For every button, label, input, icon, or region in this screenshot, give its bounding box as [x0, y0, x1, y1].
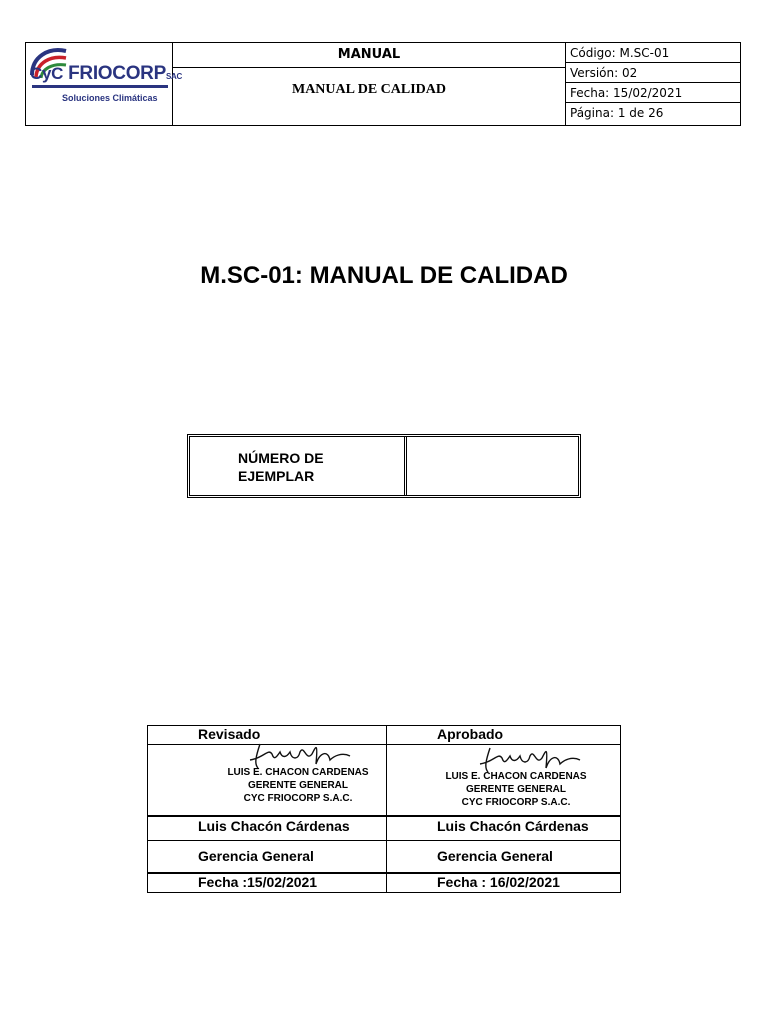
- copy-number-value: [410, 437, 578, 495]
- stamp-line1: LUIS E. CHACON CARDENAS: [445, 771, 587, 782]
- logo-tagline: Soluciones Climáticas: [62, 93, 158, 103]
- page-title: M.SC-01: MANUAL DE CALIDAD: [200, 262, 568, 289]
- stamp-line2: GERENTE GENERAL: [247, 780, 348, 791]
- page-number: Página: 1 de 26: [570, 106, 664, 120]
- copy-label-line2: EJEMPLAR: [238, 468, 315, 484]
- reviewed-area: Gerencia General: [198, 848, 314, 864]
- document-date: Fecha: 15/02/2021: [566, 83, 740, 103]
- logo-sac: SAC: [165, 72, 182, 81]
- document-version: Versión: 02: [566, 63, 740, 83]
- copy-number-box: [187, 434, 581, 498]
- approved-header: Aprobado: [437, 726, 504, 742]
- copy-number-label: [190, 437, 407, 495]
- header-meta-cell: [566, 43, 740, 125]
- approved-signature-block: [406, 738, 606, 816]
- document-code: Código: M.SC-01: [566, 43, 740, 63]
- approval-table: [147, 725, 621, 893]
- row-divider: [148, 840, 620, 841]
- stamp-line1: LUIS E. CHACON CARDENAS: [227, 767, 369, 778]
- approved-name: Luis Chacón Cárdenas: [437, 818, 589, 834]
- stamp-line3: CYC FRIOCORP S.A.C.: [243, 793, 353, 804]
- header-center-cell: [173, 43, 566, 125]
- document-header: [25, 42, 741, 126]
- logo-friocorp: FRIOCORP: [63, 63, 166, 84]
- stamp-line3: CYC FRIOCORP S.A.C.: [461, 797, 571, 808]
- document-name: MANUAL DE CALIDAD: [291, 82, 446, 97]
- company-logo-cell: [26, 43, 182, 125]
- logo-cyc: CyC: [30, 64, 64, 83]
- reviewed-stamp: [218, 766, 378, 805]
- column-divider: [386, 726, 387, 892]
- approved-stamp: [436, 770, 596, 809]
- document-type: MANUAL: [173, 43, 565, 68]
- copy-label-line1: NÚMERO DE: [238, 450, 324, 466]
- reviewed-date: Fecha :15/02/2021: [198, 874, 318, 890]
- reviewed-name: Luis Chacón Cárdenas: [198, 818, 350, 834]
- reviewed-header: Revisado: [198, 726, 261, 742]
- reviewed-signature-block: [168, 738, 368, 816]
- approved-area: Gerencia General: [437, 848, 553, 864]
- stamp-line2: GERENTE GENERAL: [465, 784, 566, 795]
- logo-underline: [32, 85, 168, 88]
- approved-date: Fecha : 16/02/2021: [437, 874, 560, 890]
- logo-brand-text: [30, 63, 182, 85]
